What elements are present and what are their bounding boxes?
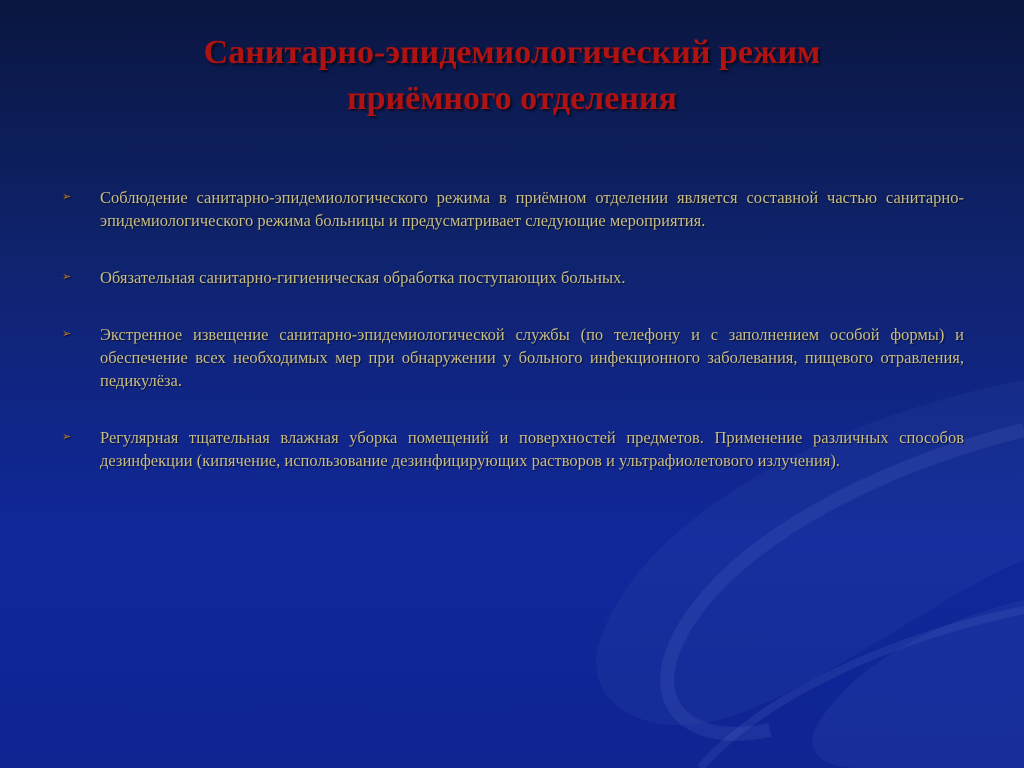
bullet-item xyxy=(62,186,964,232)
bullet-text: Экстренное извещение санитарно-эпидемиологической службы (по телефону и с заполнением особой формы) и обеспечение всех необходимых мер при обнаружении у больного инфекционного заболевания, пищевого отравления, педикулёза. xyxy=(100,325,964,390)
bullet-text: Обязательная санитарно-гигиеническая обработка поступающих больных. xyxy=(100,268,626,287)
bullet-arrow-icon: ➢ xyxy=(62,431,72,443)
slide-title xyxy=(60,30,964,122)
bullet-item xyxy=(62,266,964,289)
bullet-list xyxy=(62,186,964,506)
bullet-item xyxy=(62,323,964,392)
bullet-item xyxy=(62,426,964,472)
bullet-arrow-icon: ➢ xyxy=(62,271,72,283)
bullet-text: Регулярная тщательная влажная уборка помещений и поверхностей предметов. Применение различных способов дезинфекции (кипячение, использование дезинфицирующих растворов и ультрафиолетового излучения). xyxy=(100,428,964,470)
bullet-arrow-icon: ➢ xyxy=(62,328,72,340)
bullet-arrow-icon: ➢ xyxy=(62,191,72,203)
slide-title-line-2: приёмного отделения xyxy=(347,80,677,117)
slide-title-line-1: Санитарно-эпидемиологический режим xyxy=(203,34,821,71)
bullet-text: Соблюдение санитарно-эпидемиологического режима в приёмном отделении является составной частью санитарно-эпидемиологического режима больницы и предусматривает следующие мероприятия. xyxy=(100,188,964,230)
